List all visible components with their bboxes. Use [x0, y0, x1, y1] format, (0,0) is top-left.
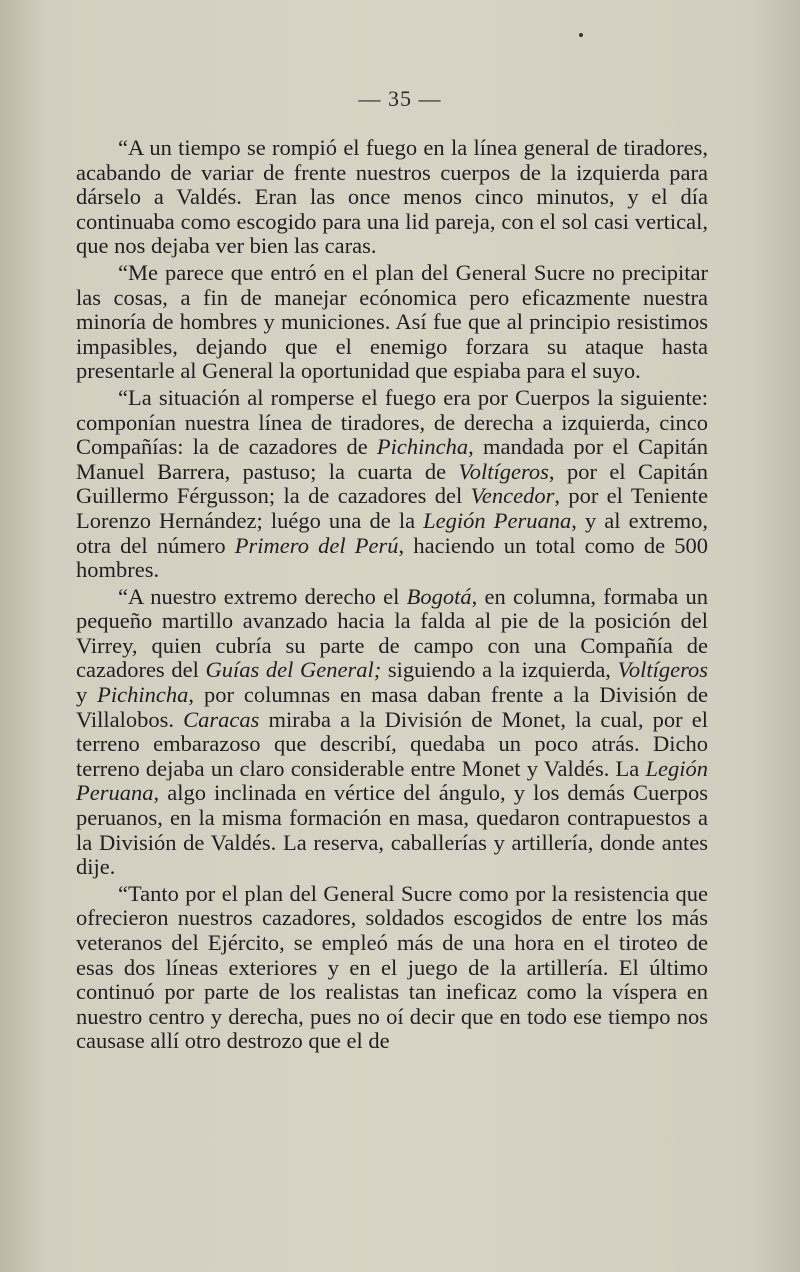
text-run: siguiendo a la izquierda, [381, 657, 618, 683]
text-run: “Me parece que entró en el plan del General Sucre no precipitar las cosas, a fin de manejar ecónomica pero eficazmente nuestra minoría de hombres y municiones. Así fue que al principio resistimos impasibles, dejando que el enemigo forzara su ataque hasta presentarle al General la oportunidad que espiaba para el suyo. [76, 259, 708, 384]
paragraph [76, 585, 708, 880]
text-run: , en columna, formaba un pequeño martillo avanzado hacia la falda al pie de la posición del Virrey, quien cubría su parte de campo con una Compañía de cazadores del [76, 583, 709, 683]
text-run: “La situación al romperse el fuego era por Cuerpos la siguiente: componían nuestra línea de tiradores, de derecha a izquierda, cinco Compañías: la de cazadores de [76, 384, 708, 460]
body-text [76, 136, 708, 1054]
italic-run: Legión Peruana [76, 755, 708, 806]
text-run: “A un tiempo se rompió el fuego en la línea general de tiradores, acabando de variar de frente nuestros cuerpos de la izquierda para dárselo a Valdés. Eran las once menos cinco minutos, y el día continuaba como escogido para una lid pareja, con el sol casi vertical, que nos dejaba ver bien las caras. [76, 135, 708, 259]
italic-run: Guías del General; [205, 657, 382, 683]
italic-run: Bogotá [406, 583, 472, 609]
text-run: , algo inclinada en vértice del ángulo, y los demás Cuerpos peruanos, en la misma formación en masa, quedaron contrapuestos a la División de Valdés. La reserva, caballerías y artillería, donde antes dije. [76, 780, 708, 880]
ink-speck [579, 33, 583, 37]
italic-run: Legión Peruana [423, 507, 572, 533]
text-run: , por el Capitán Guillermo Férgusson; la de cazadores del [76, 458, 708, 509]
paragraph [76, 136, 708, 259]
text-run: “A nuestro extremo derecho el [118, 583, 407, 609]
text-run: , por el Teniente Lorenzo Hernández; luégo una de la [76, 483, 708, 533]
text-run: , y al extremo, otra del número [76, 507, 708, 558]
italic-run: Primero del Perú [234, 532, 399, 558]
italic-run: Pichincha [376, 434, 469, 460]
italic-run: Caracas [183, 706, 260, 732]
paragraph [76, 882, 708, 1054]
italic-run: Vencedor [470, 483, 555, 509]
text-run: , mandada por el Capitán Manuel Barrera, pastuso; la cuarta de [76, 434, 708, 484]
italic-run: Voltígeros [458, 458, 549, 484]
paragraph [76, 261, 708, 384]
text-run: , haciendo un total como de 500 hombres. [76, 532, 708, 583]
text-run: , por columnas en masa daban frente a la División de Villalobos. [76, 682, 709, 732]
text-run: miraba a la División de Monet, la cual, por el terreno embarazoso que describí, quedaba un poco atrás. Dicho terreno dejaba un claro considerable entre Monet y Valdés. La [76, 706, 709, 781]
text-run: y [76, 682, 98, 708]
italic-run: Pichincha [97, 682, 189, 708]
page-number: — 35 — [358, 86, 442, 111]
italic-run: Voltígeros [617, 657, 709, 683]
text-run: “Tanto por el plan del General Sucre como por la resistencia que ofrecieron nuestros cazadores, soldados escogidos de entre los más veteranos del Ejército, se empleó más de una hora en el tiroteo de esas dos líneas exteriores y en el juego de la artillería. El último continuó por parte de los realistas tan ineficaz como la víspera en nuestro centro y derecha, pues no oí decir que en todo ese tiempo nos causase allí otro destrozo que el de [76, 880, 708, 1054]
paragraph [76, 386, 708, 583]
